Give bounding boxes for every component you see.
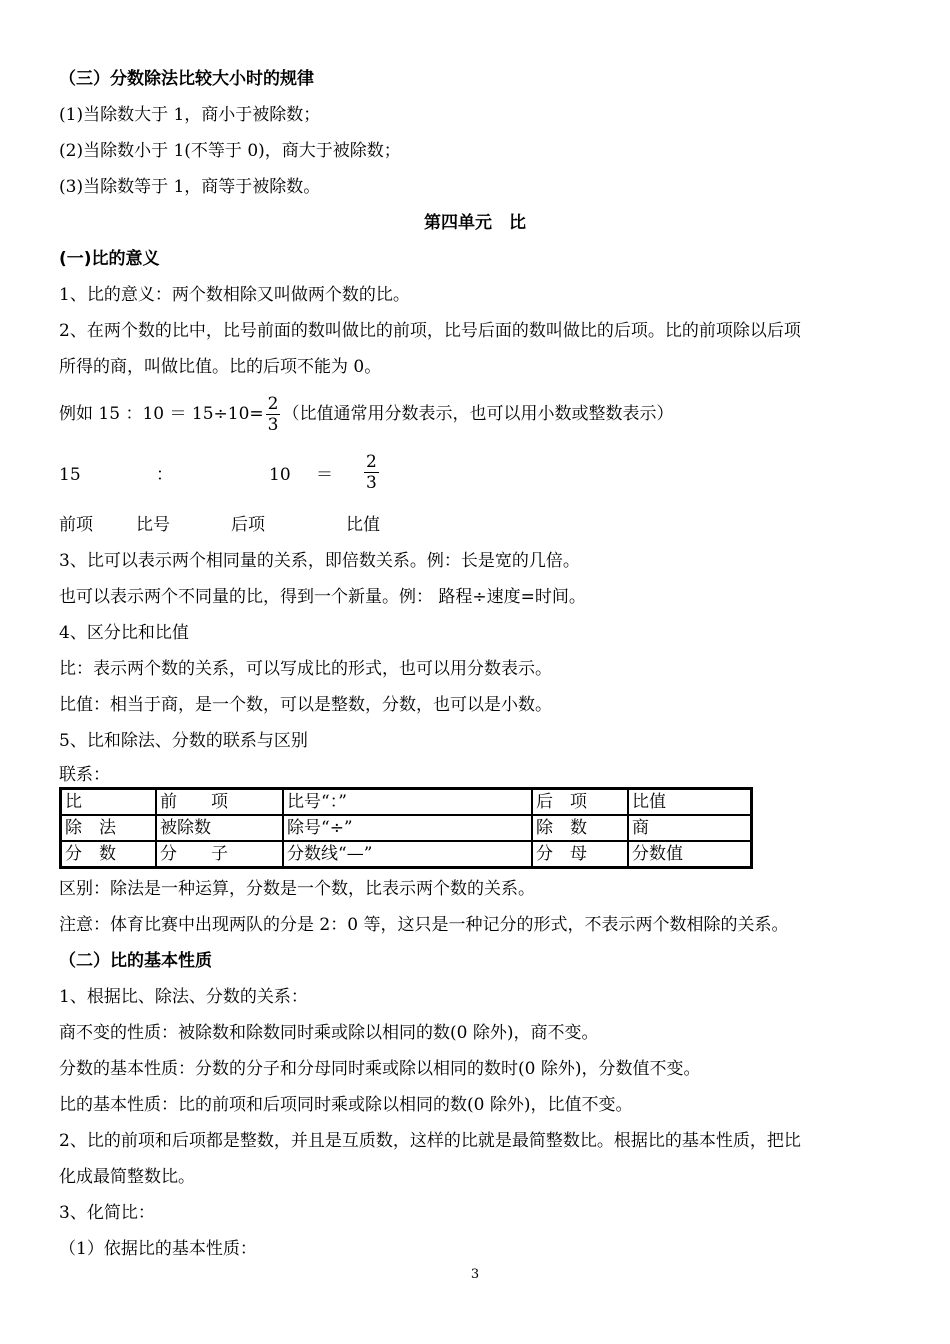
paragraph-terms-2: 所得的商，叫做比值。比的后项不能为 0。 (59, 357, 382, 377)
table-cell: 比号“：” (283, 789, 532, 815)
example-line (59, 392, 673, 436)
label-ratio-sign: 比号 (136, 515, 170, 535)
table-cell: 商 (628, 815, 751, 841)
paragraph-different-quantity: 也可以表示两个不同量的比，得到一个新量。例： 路程÷速度=时间。 (59, 587, 586, 607)
paragraph-simplify-method: （1）依据比的基本性质： (59, 1239, 257, 1259)
table-row (61, 815, 751, 841)
table-row (61, 789, 751, 815)
table-cell: 分 子 (156, 841, 283, 867)
diagram-back-value: 10 (269, 465, 291, 485)
paragraph-relation: 5、比和除法、分数的联系与区别 (59, 731, 308, 751)
subsection-heading-meaning: (一)比的意义 (59, 249, 160, 269)
diagram-fraction (362, 452, 381, 493)
fraction-denominator: 3 (267, 415, 279, 435)
paragraph-ratio-property: 比的基本性质：比的前项和后项同时乘或除以相同的数(0 除外)，比值不变。 (59, 1095, 633, 1115)
paragraph-ratio-def: 比：表示两个数的关系，可以写成比的形式，也可以用分数表示。 (59, 659, 552, 679)
table-cell: 前 项 (156, 789, 283, 815)
diagram-equals: ＝ (316, 465, 333, 485)
paragraph-relation-basis: 1、根据比、除法、分数的关系： (59, 987, 308, 1007)
page-number: 3 (470, 1267, 480, 1282)
rule-1: (1)当除数大于 1，商小于被除数； (59, 105, 321, 125)
table-cell: 比值 (628, 789, 751, 815)
table-cell: 分 母 (532, 841, 628, 867)
table-cell: 被除数 (156, 815, 283, 841)
relation-label: 联系： (59, 765, 110, 785)
label-back-term: 后项 (231, 515, 265, 535)
table-cell: 除号“÷” (283, 815, 532, 841)
rule-3: (3)当除数等于 1，商等于被除数。 (59, 177, 321, 197)
example-suffix: （比值通常用分数表示，也可以用小数或整数表示） (282, 404, 674, 424)
fraction-numerator: 2 (267, 394, 279, 414)
section-heading-division-rules: （三）分数除法比较大小时的规律 (59, 69, 314, 89)
subsection-heading-property: （二）比的基本性质 (59, 951, 212, 971)
example-fraction (266, 394, 281, 435)
fraction-denominator: 3 (366, 473, 377, 493)
diagram-front-value: 15 (59, 465, 81, 485)
table-cell: 除 数 (532, 815, 628, 841)
example-prefix: 例如 15 ：10 ＝ 15÷10= (59, 404, 264, 424)
table-cell: 比 (61, 789, 156, 815)
paragraph-quotient-property: 商不变的性质：被除数和除数同时乘或除以相同的数(0 除外)，商不变。 (59, 1023, 599, 1043)
diagram-colon: ： (156, 465, 173, 485)
paragraph-same-quantity: 3、比可以表示两个相同量的关系，即倍数关系。例：长是宽的几倍。 (59, 551, 580, 571)
paragraph-distinguish: 4、区分比和比值 (59, 623, 189, 643)
paragraph-simplest-2: 化成最简整数比。 (59, 1167, 195, 1187)
paragraph-simplify: 3、化简比： (59, 1203, 155, 1223)
table-cell: 分数线“—” (283, 841, 532, 867)
paragraph-meaning: 1、比的意义：两个数相除又叫做两个数的比。 (59, 285, 410, 305)
paragraph-ratio-value-def: 比值：相当于商，是一个数，可以是整数，分数，也可以是小数。 (59, 695, 552, 715)
label-front-term: 前项 (59, 515, 93, 535)
comparison-table (59, 787, 753, 869)
paragraph-note: 注意：体育比赛中出现两队的分是 2：0 等，这只是一种记分的形式，不表示两个数相除的关系。 (59, 915, 789, 935)
fraction-numerator: 2 (366, 452, 377, 472)
paragraph-simplest-1: 2、比的前项和后项都是整数，并且是互质数，这样的比就是最简整数比。根据比的基本性质，把比 (59, 1131, 801, 1151)
table-cell: 分 数 (61, 841, 156, 867)
paragraph-difference: 区别：除法是一种运算，分数是一个数，比表示两个数的关系。 (59, 879, 535, 899)
paragraph-terms-1: 2、在两个数的比中，比号前面的数叫做比的前项，比号后面的数叫做比的后项。比的前项除以后项 (59, 321, 801, 341)
table-cell: 分数值 (628, 841, 751, 867)
table-cell: 后 项 (532, 789, 628, 815)
unit-title: 第四单元 比 (424, 213, 526, 233)
table-row (61, 841, 751, 867)
label-ratio-value: 比值 (346, 515, 380, 535)
table-cell: 除 法 (61, 815, 156, 841)
paragraph-fraction-property: 分数的基本性质：分数的分子和分母同时乘或除以相同的数时(0 除外)，分数值不变。 (59, 1059, 701, 1079)
rule-2: (2)当除数小于 1(不等于 0)，商大于被除数； (59, 141, 401, 161)
